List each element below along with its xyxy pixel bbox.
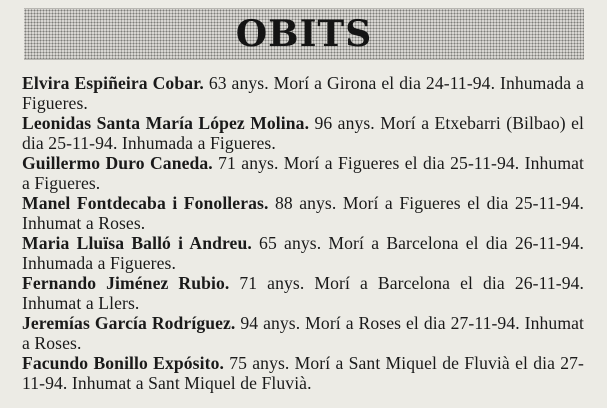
obituary-details: 94 anys. Morí a Roses el dia 27-11-94. Inhumat a Roses.	[22, 313, 584, 353]
obituary-name: Maria Lluïsa Balló i Andreu.	[22, 233, 252, 253]
obituary-entry	[22, 193, 584, 233]
obituary-name: Manel Fontdecaba i Fonolleras.	[22, 193, 269, 213]
obituary-entry	[22, 233, 584, 273]
obituary-name: Guillermo Duro Caneda.	[22, 153, 213, 173]
obituary-name: Leonidas Santa María López Molina.	[22, 113, 310, 133]
obituary-details: 65 anys. Morí a Barcelona el dia 26-11-94. Inhumada a Figueres.	[22, 233, 584, 273]
section-title: OBITS	[235, 13, 373, 55]
obituary-details: 71 anys. Morí a Figueres el dia 25-11-94. Inhumat a Figueres.	[22, 153, 584, 193]
obituary-entry	[22, 273, 584, 313]
obituary-name: Elvira Espiñeira Cobar.	[22, 73, 204, 93]
obituary-entry	[22, 113, 584, 153]
obituary-details: 75 anys. Morí a Sant Miquel de Fluvià el dia 27-11-94. Inhumat a Sant Miquel de Fluvià.	[22, 353, 585, 393]
obituary-entry	[22, 153, 584, 193]
obituary-entry	[22, 73, 584, 113]
section-header-band	[24, 8, 584, 60]
obituary-list	[22, 73, 584, 393]
obituary-details: 63 anys. Morí a Girona el dia 24-11-94. Inhumada a Figueres.	[22, 73, 584, 113]
obituary-name: Facundo Bonillo Expósito.	[22, 353, 224, 373]
obituary-entry	[22, 313, 584, 353]
obituary-details: 96 anys. Morí a Etxebarri (Bilbao) el dia 25-11-94. Inhumada a Figueres.	[22, 113, 584, 153]
obituary-name: Fernando Jiménez Rubio.	[22, 273, 230, 293]
obituary-details: 88 anys. Morí a Figueres el dia 25-11-94. Inhumat a Roses.	[22, 193, 585, 233]
obituary-details: 71 anys. Morí a Barcelona el dia 26-11-94. Inhumat a Llers.	[22, 273, 584, 313]
obituary-name: Jeremías García Rodríguez.	[22, 313, 236, 333]
obituary-entry	[22, 353, 584, 393]
